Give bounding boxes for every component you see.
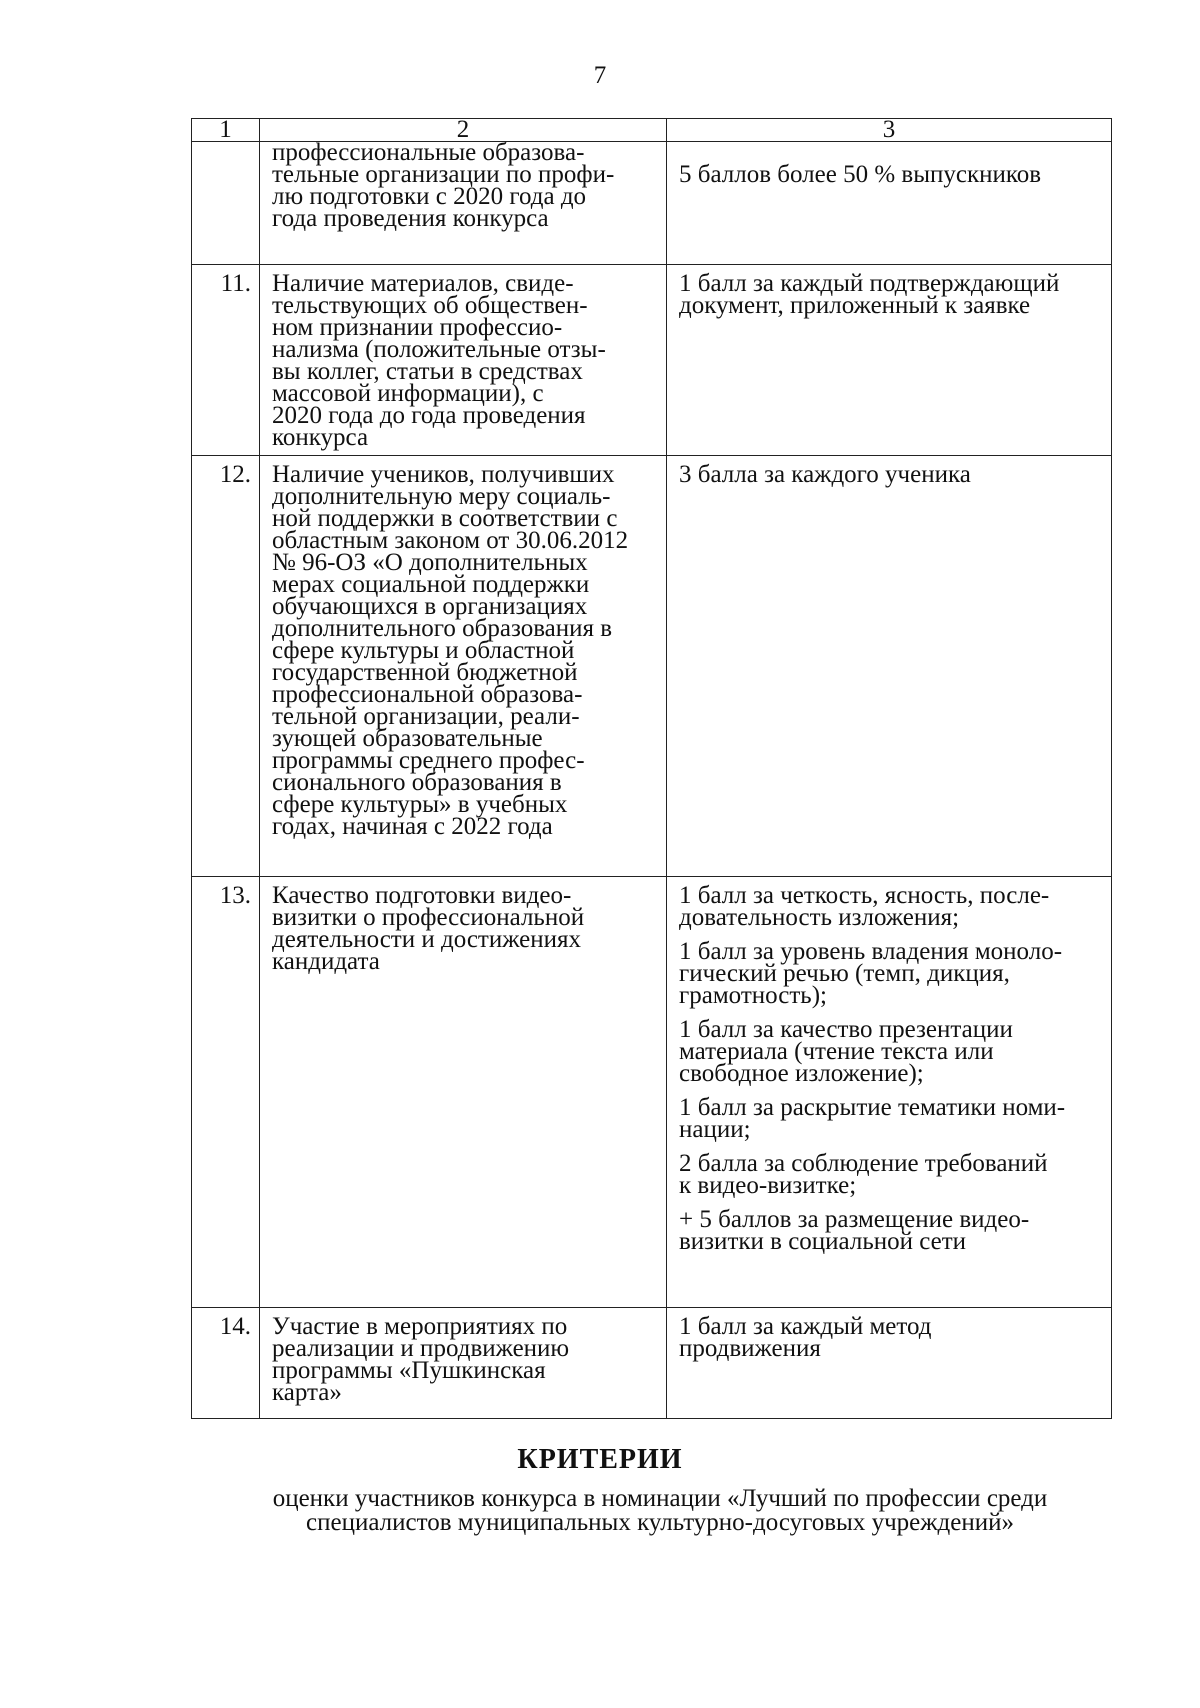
row-criterion: Наличие материалов, свиде- тельствующих об обществен- ном признании профессио- нализма (положительные отзы- вы коллег, статьи в средствах массовой информации), с 2020 года до года проведения конкурса: [260, 265, 667, 456]
section-subtitle: оценки участников конкурса в номинации «Лучший по профессии среди специалистов муниципальных культурно-досуговых учреждений»: [272, 1485, 1048, 1536]
score-item: 3 балла за каждого ученика: [679, 461, 971, 488]
row-number: 11.: [192, 265, 260, 456]
column-header-criterion: 2: [260, 119, 667, 142]
score-item: + 5 баллов за размещение видео- визитки в социальной сети: [679, 1206, 1030, 1255]
row-criterion: Качество подготовки видео- визитки о профессиональной деятельности и достижениях кандидата: [260, 877, 667, 1308]
section-title: КРИТЕРИИ: [517, 1444, 683, 1475]
score-item: 1 балл за четкость, ясность, после- довательность изложения;: [679, 882, 1050, 931]
criteria-table: [191, 118, 1112, 1419]
score-item: 1 балл за качество презентации материала (чтение текста или свободное изложение);: [679, 1016, 1013, 1087]
table-row: [192, 1308, 1112, 1419]
row-criterion: Участие в мероприятиях по реализации и продвижению программы «Пушкинская карта»: [260, 1308, 667, 1419]
row-score: [667, 1308, 1112, 1419]
row-number: 12.: [192, 456, 260, 877]
table-row: [192, 142, 1112, 265]
row-number: 13.: [192, 877, 260, 1308]
score-item: 1 балл за каждый метод продвижения: [679, 1313, 932, 1362]
row-criterion: профессиональные образова- тельные организации по профи- лю подготовки с 2020 года до года проведения конкурса: [260, 142, 667, 265]
score-item: 1 балл за уровень владения моноло- гический речью (темп, дикция, грамотность);: [679, 938, 1063, 1009]
table-row: [192, 877, 1112, 1308]
table-row: [192, 265, 1112, 456]
score-item: 2 балла за соблюдение требований к видео-визитке;: [679, 1150, 1048, 1199]
row-score: [667, 456, 1112, 877]
row-number: [192, 142, 260, 265]
row-score: [667, 142, 1112, 265]
table-row: [192, 456, 1112, 877]
score-item: 5 баллов более 50 % выпускников: [679, 161, 1042, 188]
score-item: 1 балл за каждый подтверждающий документ, приложенный к заявке: [679, 270, 1060, 319]
score-item: 1 балл за раскрытие тематики номи- нации;: [679, 1094, 1066, 1143]
column-header-number: 1: [192, 119, 260, 142]
column-header-score: 3: [667, 119, 1112, 142]
row-score: [667, 265, 1112, 456]
row-score: [667, 877, 1112, 1308]
row-criterion: Наличие учеников, получивших дополнительную меру социаль- ной поддержки в соответствии с областным законом от 30.06.2012 № 96-ОЗ «О дополнительных мерах социальной поддержки обучающихся в организациях дополнительного образования в сфере культуры и областной государственной бюджетной профессиональной образова- тельной организации, реали- зующей образовательные программы среднего профес- сионального образования в сфере культуры» в учебных годах, начиная с 2022 года: [260, 456, 667, 877]
page-number: 7: [593, 62, 607, 89]
row-number: 14.: [192, 1308, 260, 1419]
